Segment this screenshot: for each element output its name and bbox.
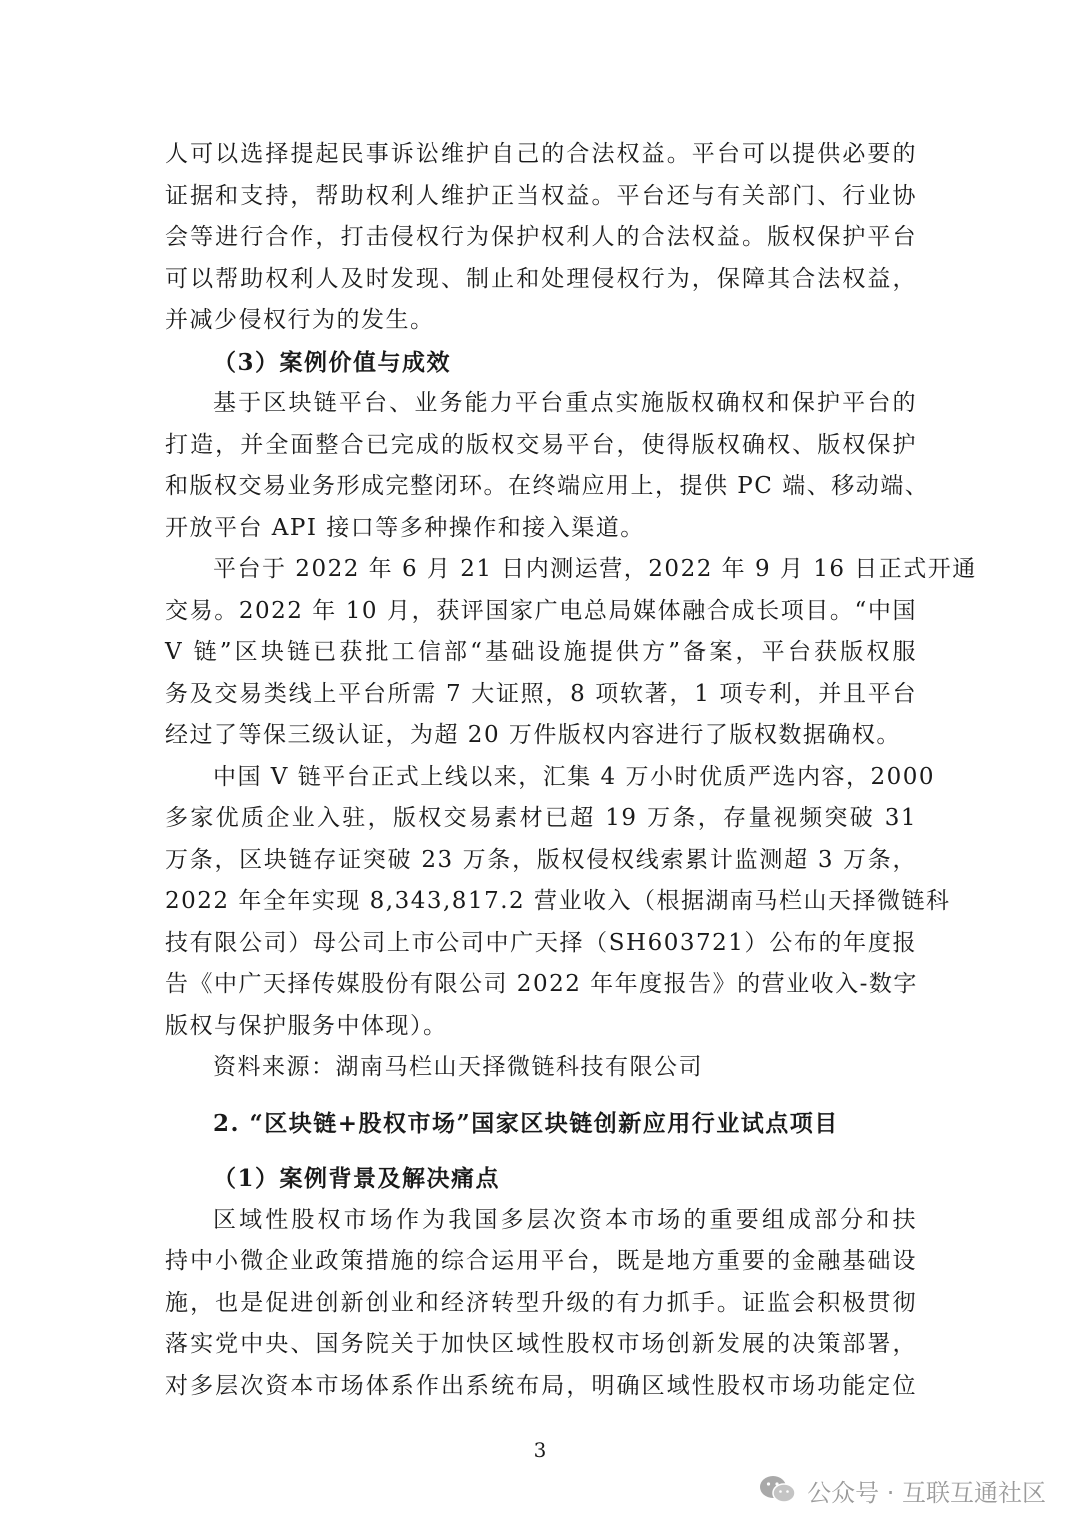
paragraph-line: V 链”区块链已获批工信部“基础设施提供方”备案，平台获版权服: [165, 639, 917, 665]
document-body: [165, 134, 977, 1407]
paragraph-line: 交易。2022 年 10 月，获评国家广电总局媒体融合成长项目。“中国: [165, 597, 917, 624]
watermark-text: 公众号 · 互联互通社区: [807, 1478, 1046, 1507]
paragraph-line: 基于区块链平台、业务能力平台重点实施版权确权和保护平台的: [213, 390, 917, 416]
paragraph-line: 可以帮助权利人及时发现、制止和处理侵权行为，保障其合法权益，: [165, 265, 917, 292]
paragraph-line: 经过了等保三级认证，为超 20 万件版权内容进行了版权数据确权。: [165, 722, 901, 748]
paragraph-line: 开放平台 API 接口等多种操作和接入渠道。: [165, 514, 645, 541]
wechat-icon: [759, 1474, 797, 1506]
watermark: [759, 1470, 1046, 1510]
paragraph-line: 持中小微企业政策措施的综合运用平台，既是地方重要的金融基础设: [165, 1248, 917, 1274]
paragraph-line: 2022 年全年实现 8,343,817.2 营业收入（根据湖南马栏山天择微链科: [165, 888, 951, 914]
section-heading-3: （3）案例价值与成效: [213, 348, 452, 376]
paragraph-line: 区域性股权市场作为我国多层次资本市场的重要组成部分和扶: [213, 1206, 917, 1233]
page-number: 3: [533, 1438, 547, 1462]
paragraph-line: 施，也是促进创新创业和经济转型升级的有力抓手。证监会积极贯彻: [165, 1289, 917, 1316]
paragraph-line: 告《中广天择传媒股份有限公司 2022 年年度报告》的营业收入-数字: [165, 971, 918, 997]
paragraph-line: 会等进行合作，打击侵权行为保护权利人的合法权益。版权保护平台: [165, 224, 917, 250]
paragraph-line: 务及交易类线上平台所需 7 大证照，8 项软著，1 项专利，并且平台: [165, 680, 917, 707]
section-heading-2: 2. “区块链+股权市场”国家区块链创新应用行业试点项目: [213, 1109, 839, 1137]
paragraph-line: 落实党中央、国务院关于加快区域性股权市场创新发展的决策部署，: [165, 1331, 917, 1357]
section-heading-1: （1）案例背景及解决痛点: [213, 1165, 501, 1192]
paragraph-line: 平台于 2022 年 6 月 21 日内测运营，2022 年 9 月 16 日正式开通: [213, 556, 977, 582]
paragraph-line: 对多层次资本市场体系作出系统布局，明确区域性股权市场功能定位: [165, 1372, 917, 1399]
paragraph-line: 证据和支持，帮助权利人维护正当权益。平台还与有关部门、行业协: [165, 182, 917, 209]
paragraph-line: 人可以选择提起民事诉讼维护自己的合法权益。平台可以提供必要的: [165, 141, 917, 167]
paragraph-line: 版权与保护服务中体现）。: [165, 1012, 448, 1039]
paragraph-line: 技有限公司）母公司上市公司中广天择（SH603721）公布的年度报: [165, 929, 917, 956]
paragraph-line: 多家优质企业入驻，版权交易素材已超 19 万条，存量视频突破 31: [165, 805, 917, 831]
paragraph-line: 并减少侵权行为的发生。: [165, 307, 435, 333]
paragraph-line: 中国 V 链平台正式上线以来，汇集 4 万小时优质严选内容，2000: [213, 763, 936, 790]
paragraph-line: 万条，区块链存证突破 23 万条，版权侵权线索累计监测超 3 万条，: [165, 846, 917, 873]
paragraph-line: 和版权交易业务形成完整闭环。在终端应用上，提供 PC 端、移动端、: [165, 473, 930, 499]
paragraph-line: 打造，并全面整合已完成的版权交易平台，使得版权确权、版权保护: [165, 431, 917, 458]
source-note: 资料来源：湖南马栏山天择微链科技有限公司: [213, 1054, 703, 1080]
